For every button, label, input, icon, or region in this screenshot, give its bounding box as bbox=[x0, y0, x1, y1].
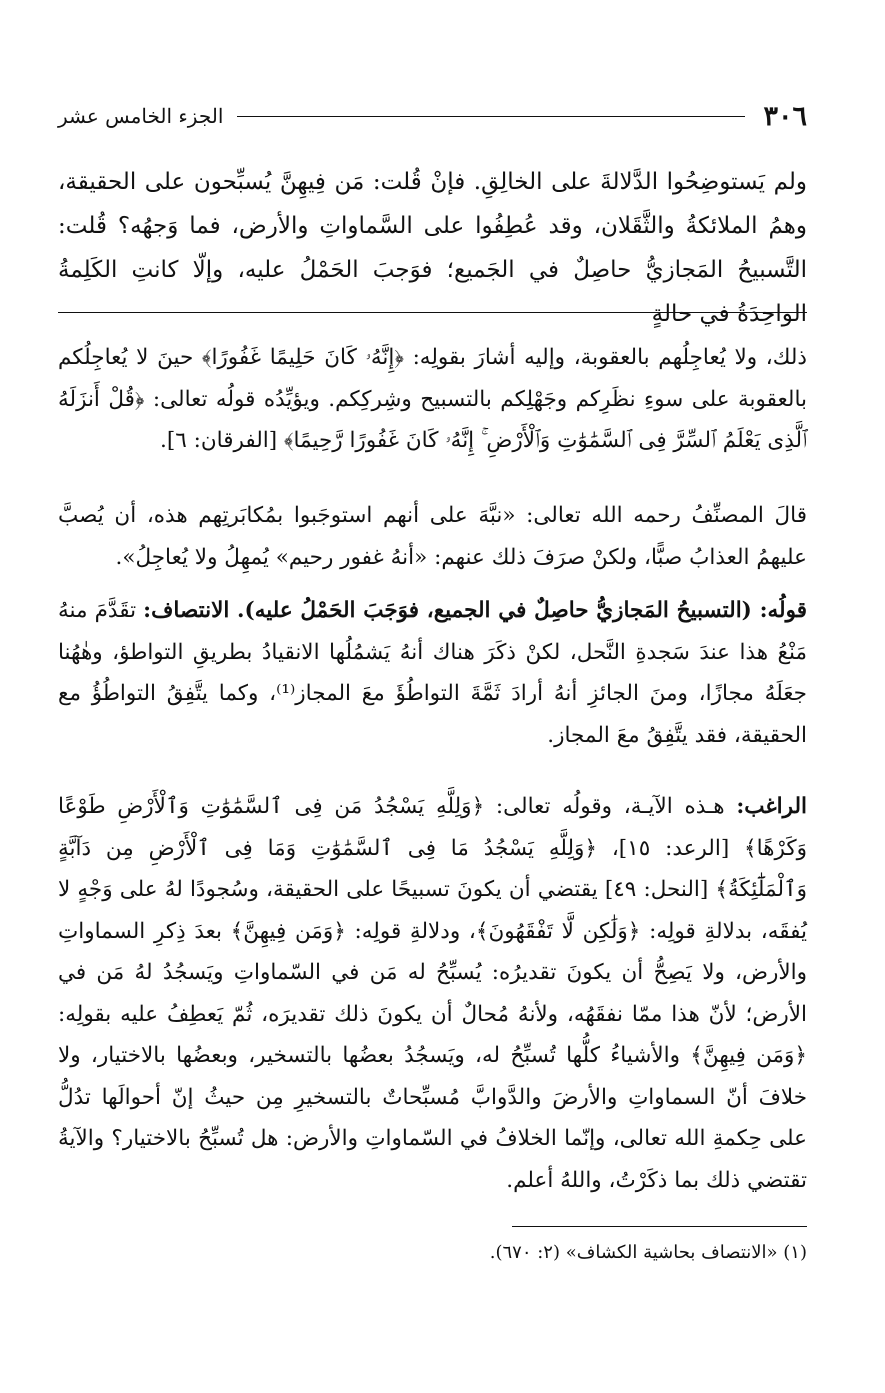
running-title: الجزء الخامس عشر bbox=[58, 104, 224, 128]
header-rule bbox=[237, 116, 745, 117]
commentary-paragraph-2 bbox=[58, 495, 807, 578]
paragraph-text bbox=[58, 590, 807, 756]
main-text: ولم يَستوضِحُوا الدَّلالةَ على الخالِقِ. فإنْ قُلت: مَن فِيهِنَّ يُسبِّحون على الحقيقة، وهمُ الملائكةُ والثَّقَلان، وقد عُطِفُوا على السَّماواتِ والأرض، فما وَجهُه؟ قُلت: التَّسبيحُ المَجازيُّ حاصِلٌ في الجَميع؛ فوَجبَ الحَمْلُ عليه، وإلّا كانتِ الكَلِمةُ الواحِدَةُ في حالةٍ bbox=[58, 169, 807, 327]
paragraph-lead: الراغب: bbox=[736, 794, 807, 819]
commentary-paragraph-1 bbox=[58, 337, 807, 462]
commentary-paragraph-3 bbox=[58, 590, 807, 756]
footnote: (١) «الانتصاف بحاشية الكشاف» (٢: ٦٧٠). bbox=[489, 1242, 807, 1263]
main-commentary-separator bbox=[58, 312, 807, 313]
footnote-rule bbox=[512, 1226, 807, 1227]
paragraph-text bbox=[58, 786, 807, 1201]
paragraph-text: ذلك، ولا يُعاجِلُهم بالعقوبة، وإليه أشارَ بقولِه: ﴿إِنَّهُۥ كَانَ حَلِيمًا غَفُورًا﴾ حينَ لا يُعاجِلُكم بالعقوبة على سوءِ نظَرِكم وجَهْلِكم بالتسبيح وشِركِكم. ويؤيِّدُه قولُه تعالى: ﴿قُلْ أَنزَلَهُ ٱلَّذِى يَعْلَمُ ٱلسِّرَّ فِى ٱلسَّمَٰوَٰتِ وَٱلْأَرْضِ ۚ إِنَّهُۥ كَانَ غَفُورًا رَّحِيمًا﴾ [الفرقان: ٦]. bbox=[58, 345, 807, 453]
paragraph-body: هـذه الآيـة، وقولُه تعالى: ﴿وَلِلَّهِ يَسْجُدُ مَن فِى ٱلسَّمَٰوَٰتِ وَٱلْأَرْضِ طَوْعًا وَكَرْهًا﴾ [الرعد: ١٥]، ﴿وَلِلَّهِ يَسْجُدُ مَا فِى ٱلسَّمَٰوَٰتِ وَمَا فِى ٱلْأَرْضِ مِن دَآبَّةٍ وَٱلْمَلَٰٓئِكَةُ﴾ [النحل: ٤٩] يقتضي أن يكونَ تسبيحًا على الحقيقة، وسُجودًا لهُ على وَجْهٍ لا يُفقَه، بدلالةِ قولِه: ﴿وَلَٰكِن لَّا تَفْقَهُونَ﴾، ودلالةِ قولِه: ﴿وَمَن فِيهِنَّ﴾ بعدَ ذِكرِ السماواتِ والأرض، ولا يَصِحُّ أن يكونَ تقديرُه: يُسبِّحُ له مَن في السّماواتِ ويَسجُدُ لهُ مَن في الأرض؛ لأنّ هذا ممّا نفقَهُه، ولأنهُ مُحالٌ أن يكونَ ذلك تقديرَه، ثُمّ يَعطِفُ عليه بقولِه: ﴿وَمَن فِيهِنَّ﴾ والأشياءُ كلُّها تُسبِّحُ له، ويَسجُدُ بعضُها بالتسخير، وبعضُها بالاختيار، ولا خلافَ أنّ السماواتِ والأرضَ والدَّوابَّ مُسبِّحاتٌ بالتسخيرِ مِن حيثُ إنّ أحوالَها تدُلُّ على حِكمةِ الله تعالى، وإنّما الخلافُ في السّماواتِ والأرض: هل تُسبِّحُ بالاختيار؟ والآيةُ تقتضي ذلك بما ذكَرْتُ، واللهُ أعلم. bbox=[58, 794, 807, 1193]
paragraph-body: تقَدَّمَ منهُ مَنْعُ هذا عندَ سَجدةِ النَّحل، لكنْ ذكَرَ هناك أنهُ يَشمُلُها الانقيادُ بطريقِ التواطؤ، وهٰهُنا جعَلَهُ مجازًا، ومنَ الجائزِ أنهُ أرادَ ثَمَّةَ التواطُؤَ معَ المجاز⁽¹⁾، وكما يتَّفِقُ التواطُؤُ مع الحقيقة، فقد يتَّفِقُ معَ المجاز. bbox=[58, 598, 807, 748]
paragraph-text: قالَ المصنِّفُ رحمه الله تعالى: «نبَّهَ على أنهم استوجَبوا بمُكابَرتِهم هذه، أن يُصبَّ عليهمُ العذابُ صبًّا، ولكنْ صرَفَ ذلك عنهم: «أنهُ غفور رحيم» يُمهِلُ ولا يُعاجِلُ». bbox=[58, 503, 807, 570]
page-number: ٣٠٦ bbox=[763, 100, 807, 132]
paragraph-lead: قولُه: (التسبيحُ المَجازيُّ حاصِلٌ في الجميع، فوَجَبَ الحَمْلُ عليه). الانتصاف: bbox=[143, 598, 807, 623]
main-text-block bbox=[58, 160, 807, 336]
commentary-paragraph-4 bbox=[58, 786, 807, 1201]
page-header bbox=[58, 96, 807, 136]
